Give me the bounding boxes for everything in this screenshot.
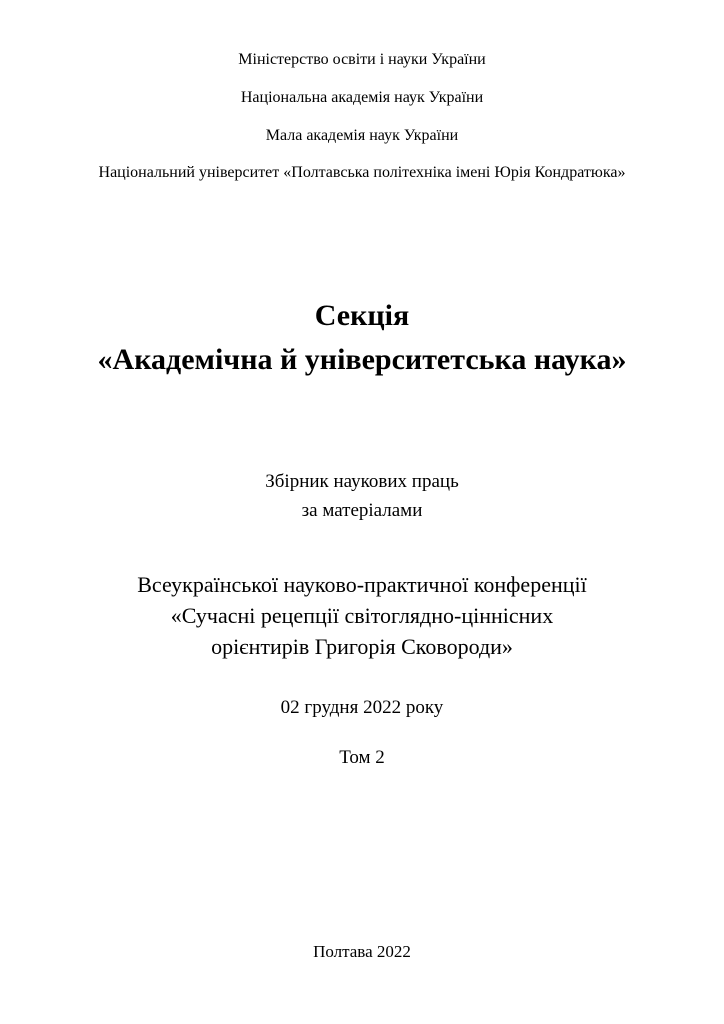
collection-subtitle-line2: за матеріалами [301, 500, 423, 521]
conference-date: 02 грудня 2022 року [280, 697, 444, 718]
org-line-minor-academy: Мала академія наук України [265, 127, 459, 144]
org-line-ministry: Міністерство освіти і науки України [238, 51, 486, 68]
collection-subtitle-line1: Збірник наукових праць [265, 471, 459, 492]
volume-label: Том 2 [339, 747, 385, 768]
org-line-university: Національний університет «Полтавська політехніка імені Юрія Кондратюка» [98, 164, 626, 181]
section-title-word: Секція [314, 299, 410, 332]
imprint-city-year: Полтава 2022 [313, 942, 411, 961]
section-title-name: «Академічна й університетська наука» [97, 343, 627, 376]
conference-name-line3: орієнтирів Григорія Сковороди» [211, 634, 513, 659]
conference-name-line2: «Сучасні рецепції світоглядно-ціннісних [170, 603, 554, 628]
org-line-national-academy: Національна академія наук України [240, 89, 484, 106]
conference-name-line1: Всеукраїнської науково-практичної конференції [137, 572, 587, 597]
